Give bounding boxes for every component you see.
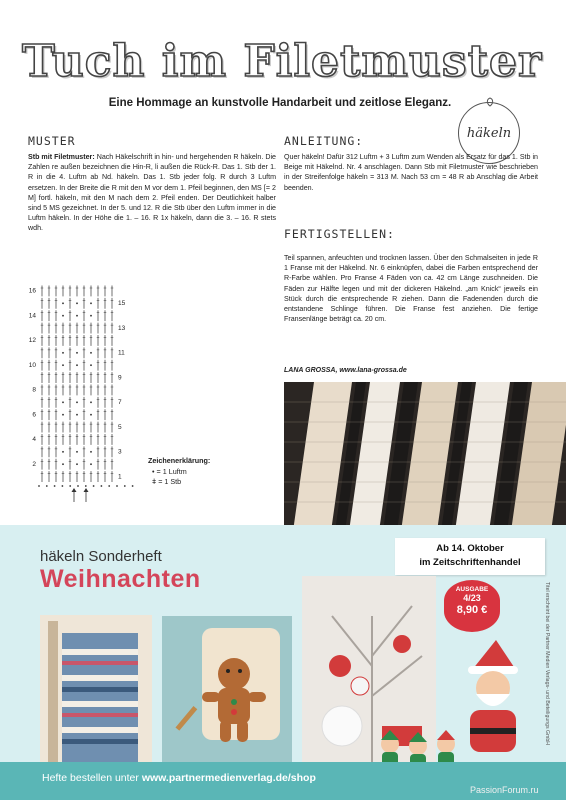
chart-chain-stitch xyxy=(62,401,64,403)
chart-row-label-right: 5 xyxy=(118,423,122,431)
chart-chain-stitch xyxy=(90,463,92,465)
chart-row-label-right: 13 xyxy=(118,324,126,332)
chart-legend xyxy=(148,456,210,487)
chart-row-label-left: 12 xyxy=(28,337,36,345)
badge-label: häkeln xyxy=(466,125,512,141)
issue-number: 4/23 xyxy=(463,593,481,603)
scarf-photo xyxy=(284,382,566,525)
chart-chain-stitch xyxy=(76,414,78,416)
chart-foundation-chain xyxy=(77,485,79,487)
muster-heading: MUSTER xyxy=(28,134,76,148)
chart-row-label-left: 14 xyxy=(28,312,36,320)
anleitung-heading: ANLEITUNG: xyxy=(284,134,364,148)
order-link[interactable]: www.partnermedienverlag.de/shop xyxy=(141,772,316,784)
chart-chain-stitch xyxy=(90,315,92,317)
chart-row-label-left: 16 xyxy=(28,287,36,295)
chart-foundation-chain xyxy=(54,485,56,487)
chart-chain-stitch xyxy=(62,463,64,465)
chart-foundation-chain xyxy=(85,485,87,487)
anleitung-text: Quer häkeln! Dafür 312 Luftm + 3 Luftm zum Wenden als Ersatz für das 1. Stb in Beige mit Häkelnd. Nr. 4 anschlagen. Dann Stb mit Filetmuster wie beschrieben in der Streifenfolge häkeln = 313 M. Nach 53 cm = 48 R ab Anschlag die Arbeit beenden. xyxy=(284,153,538,192)
fertigstellen-heading: FERTIGSTELLEN: xyxy=(284,227,395,241)
order-prefix: Hefte bestellen unter xyxy=(42,772,142,784)
chart-foundation-chain xyxy=(62,485,64,487)
chart-chain-stitch xyxy=(62,451,64,453)
chart-chain-stitch xyxy=(62,302,64,304)
chain-symbol-icon: • xyxy=(148,467,157,476)
chart-row-label-left: 2 xyxy=(32,460,36,468)
chart-repeat-arrowhead xyxy=(72,488,77,492)
fertigstellen-text: Teil spannen, anfeuchten und trocknen lassen. Über den Schmalseiten in jede R 1 Franse mit der Häkelnd. Nr. 6 einknüpfen, dabei die Farben entsprechend der R-Farbe wählen. Pro Franse 4 Fäden von ca. 42 cm Länge zuschneiden. Die Fäden zur Hälfte legen und mit der dickeren Häkelnd. „am Knick“ jeweils ein Stück durch die entsprechende R ziehen. Dann die Fadenenden durch die entstandene Schlinge führen. Die Franse fest anziehen. Die fertige Fransenlänge beträgt ca. 20 cm. xyxy=(284,254,538,324)
chart-row-label-right: 15 xyxy=(118,300,126,308)
chart-row-label-right: 3 xyxy=(118,448,122,456)
chart-row-label-right: 7 xyxy=(118,399,122,407)
issue-price-badge xyxy=(444,580,500,632)
order-text xyxy=(42,772,316,784)
issue-label: AUSGABE xyxy=(455,586,489,593)
chart-chain-stitch xyxy=(76,315,78,317)
legend-chain-label: = 1 Luftm xyxy=(156,467,187,476)
chart-chain-stitch xyxy=(76,352,78,354)
chart-foundation-chain xyxy=(101,485,103,487)
chart-row-label-right: 11 xyxy=(118,349,125,357)
publisher-note: Titel erscheint bei der Partner Medien Verlags- und Beteiligungs GmbH xyxy=(544,582,550,746)
chart-chain-stitch xyxy=(90,401,92,403)
chart-chain-stitch xyxy=(76,401,78,403)
chart-chain-stitch xyxy=(90,364,92,366)
blanket-photo xyxy=(40,615,152,763)
chart-chain-stitch xyxy=(62,414,64,416)
chart-foundation-chain xyxy=(132,485,134,487)
brand-credit: LANA GROSSA, www.lana-grossa.de xyxy=(284,367,407,374)
chart-row-label-left: 8 xyxy=(32,386,36,394)
muster-body: Nach Häkelschrift in hin- und hergehenden R häkeln. Die Zahlen re außen bezeichnen die Hin-R, li außen die Rück-R. Das 1. Stb der 1. R in die 4. Luftm ab Nd. häkeln. Das 1. Stb jeder folg. R durch 3 Luftm ersetzen. In der Breite die R mit den M vor dem 1. Pfeil beginnen, den MS [= 2 M] fortl. häkeln, mit den M nach dem 2. Pfeil enden. Der Deutlichkeit halber sind 5 MS gezeichnet. In der 5. und 12. R die Stb über den Luftm immer in die Luftm häkeln. In der Höhe die 1. – 16. R 1x häkeln, dann die 3. – 16. R stets wdh. xyxy=(28,153,277,233)
page-title: Tuch im Filetmuster xyxy=(22,36,543,87)
chart-repeat-arrowhead xyxy=(84,488,89,492)
chart-chain-stitch xyxy=(90,302,92,304)
watermark: PassionForum.ru xyxy=(470,785,539,795)
chart-chain-stitch xyxy=(76,302,78,304)
chart-row-label-right: 9 xyxy=(118,374,122,382)
legend-item-chain xyxy=(148,467,210,477)
chart-chain-stitch xyxy=(76,364,78,366)
chart-foundation-chain xyxy=(69,485,71,487)
chart-foundation-chain xyxy=(38,485,40,487)
legend-dc-label: = 1 Stb xyxy=(158,477,182,486)
release-date-box xyxy=(395,538,545,575)
chart-chain-stitch xyxy=(76,451,78,453)
chart-foundation-chain xyxy=(124,485,126,487)
chart-row-label-right: 1 xyxy=(118,473,122,481)
legend-title: Zeichenerklärung: xyxy=(148,456,211,465)
chart-chain-stitch xyxy=(62,352,64,354)
dc-symbol-icon: ǂ xyxy=(148,477,159,486)
leaf-icon xyxy=(485,97,495,107)
page-subtitle: Eine Hommage an kunstvolle Handarbeit und zeitlose Eleganz. xyxy=(108,97,452,109)
legend-item-dc xyxy=(148,477,210,487)
chart-chain-stitch xyxy=(62,315,64,317)
release-date: Ab 14. Oktober xyxy=(436,543,504,554)
ad-kicker: häkeln Sonderheft xyxy=(40,548,162,565)
chart-foundation-chain xyxy=(116,485,118,487)
muster-lead: Stb mit Filetmuster: xyxy=(28,153,95,161)
muster-text xyxy=(28,152,276,234)
chart-row-label-left: 4 xyxy=(32,436,36,444)
chart-foundation-chain xyxy=(93,485,95,487)
issue-price: 8,90 € xyxy=(456,604,488,616)
chart-chain-stitch xyxy=(62,364,64,366)
chart-foundation-chain xyxy=(46,485,48,487)
chart-chain-stitch xyxy=(90,451,92,453)
chart-row-label-left: 6 xyxy=(32,411,36,419)
chart-foundation-chain xyxy=(108,485,110,487)
gingerbread-photo xyxy=(162,616,292,764)
scarf-illustration xyxy=(284,382,566,525)
ad-title: Weihnachten xyxy=(40,565,201,593)
chart-row-label-left: 10 xyxy=(28,361,36,369)
release-place: im Zeitschriftenhandel xyxy=(419,557,521,568)
chart-chain-stitch xyxy=(90,414,92,416)
chart-chain-stitch xyxy=(90,352,92,354)
crochet-chart xyxy=(28,276,136,504)
chart-chain-stitch xyxy=(76,463,78,465)
